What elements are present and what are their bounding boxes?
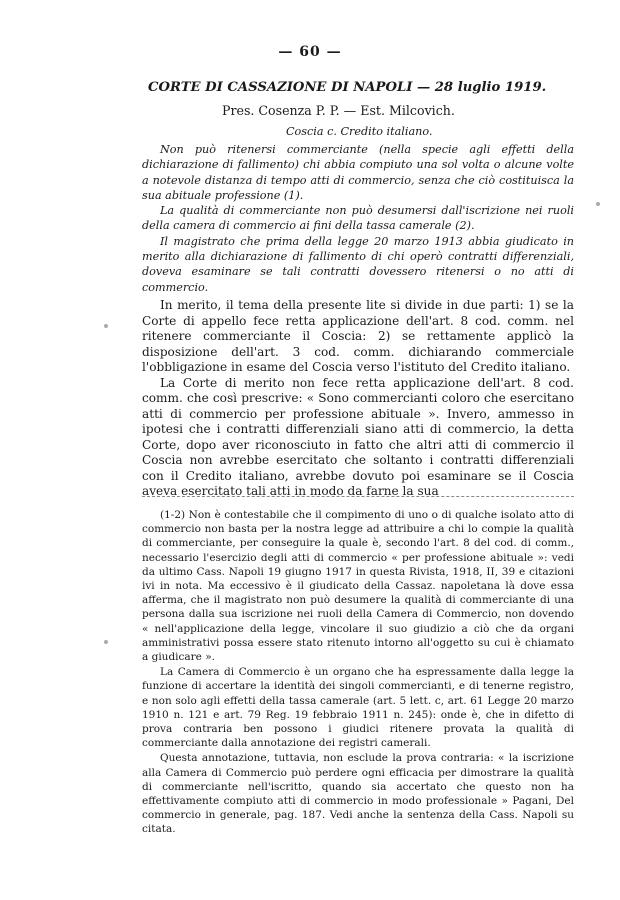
- maxim-paragraph: La qualità di commerciante non può desumersi dall'iscrizione nei ruoli della camera di commercio ai fini della tassa camerale (2).: [142, 204, 574, 233]
- footnote-paragraph: Questa annotazione, tuttavia, non esclude la prova contraria: « la iscrizione alla Camera di Commercio può perdere ogni efficacia per dimostrare la qualità di commerciante nell'iscritto, quando sia accertato che questo non ha effettivamente compiuto atti di commercio in modo professionale » Pagani, Del commercio in generale, pag. 187. Vedi anche la sentenza della Cass. Napoli su citata.: [142, 752, 574, 836]
- scan-mark: [104, 324, 108, 328]
- body-paragraph: In merito, il tema della presente lite si divide in due parti: 1) se la Corte di appello fece retta applicazione dell'art. 8 cod. comm. nel ritenere commerciante il Coscia: 2) se rettamente applicò la disposizione dell'art. 3 cod. comm. dichiarando commerciale l'obbligazione in esame del Coscia verso l'istituto del Credito italiano.: [142, 298, 574, 374]
- scan-mark: [104, 640, 108, 644]
- decision-body: [142, 298, 574, 500]
- page-number: — 60 —: [278, 44, 342, 60]
- scan-mark: [596, 202, 600, 206]
- footnotes: [142, 508, 574, 838]
- case-maxims: [142, 142, 574, 295]
- case-title: CORTE DI CASSAZIONE DI NAPOLI — 28 luglio 1919.: [148, 80, 547, 95]
- parties-line: Coscia c. Credito italiano.: [286, 125, 433, 138]
- footnote-paragraph: La Camera di Commercio è un organo che ha espressamente dalla legge la funzione di accertare la identità dei singoli commercianti, e di tenerne registro, e non solo agli effetti della tassa camerale (art. 5 lett. c, art. 61 Legge 20 marzo 1910 n. 121 e art. 79 Reg. 19 febbraio 1911 n. 245): onde è, che in difetto di prova contraria ben possono i giudici ritenere provata la qualità di commerciante dalla annotazione dei registri camerali.: [142, 666, 574, 750]
- footnote-paragraph: (1-2) Non è contestabile che il compimento di uno o di qualche isolato atto di commercio non basta per la nostra legge ad attribuire a chi lo compie la qualità di commerciante, per conseguire la quale è, secondo l'art. 8 del cod. di comm., necessario l'esercizio degli atti di commercio « per professione abituale »: vedi da ultimo Cass. Napoli 19 giugno 1917 in questa Rivista, 1918, II, 39 e citazioni ivi in nota. Ma eccessivo è il giudicato della Cassaz. napoletana là dove essa afferma, che il magistrato non può desumere la qualità di commerciante di una persona dalla sua iscrizione nei ruoli della Camera di Commercio, non dovendo « nell'applicazione della legge, vincolare il suo giudizio a ciò che da organi amministrativi possa essere stato ritenuto intorno all'oggetto su cui è chiamato a giudicare ».: [142, 509, 574, 664]
- maxim-paragraph: Non può ritenersi commerciante (nella specie agli effetti della dichiarazione di fallimento) chi abbia compiuto una sol volta o alcune volte a notevole distanza di tempo atti di commercio, senza che ciò costituisca la sua abituale professione (1).: [142, 143, 574, 202]
- body-paragraph: La Corte di merito non fece retta applicazione dell'art. 8 cod. comm. che così prescrive: « Sono commercianti coloro che esercitano atti di commercio per professione abituale ». Invero, ammesso in ipotesi che i contratti differenziali siano atti di commercio, la detta Corte, dopo aver riconosciuto in fatto che altri atti di commercio il Coscia non avrebbe esercitato che soltanto i contratti differenziali con il Credito italiano, avrebbe dovuto poi esaminare se il Coscia aveva esercitato tali atti in modo da farne la sua: [142, 375, 574, 498]
- footnote-separator: [142, 496, 574, 497]
- presidency-line: Pres. Cosenza P. P. — Est. Milcovich.: [222, 103, 455, 118]
- maxim-paragraph: Il magistrato che prima della legge 20 marzo 1913 abbia giudicato in merito alla dichiarazione di fallimento di chi operò contratti differenziali, doveva esaminare se tali contratti dovessero ritenersi o no atti di commercio.: [142, 234, 574, 294]
